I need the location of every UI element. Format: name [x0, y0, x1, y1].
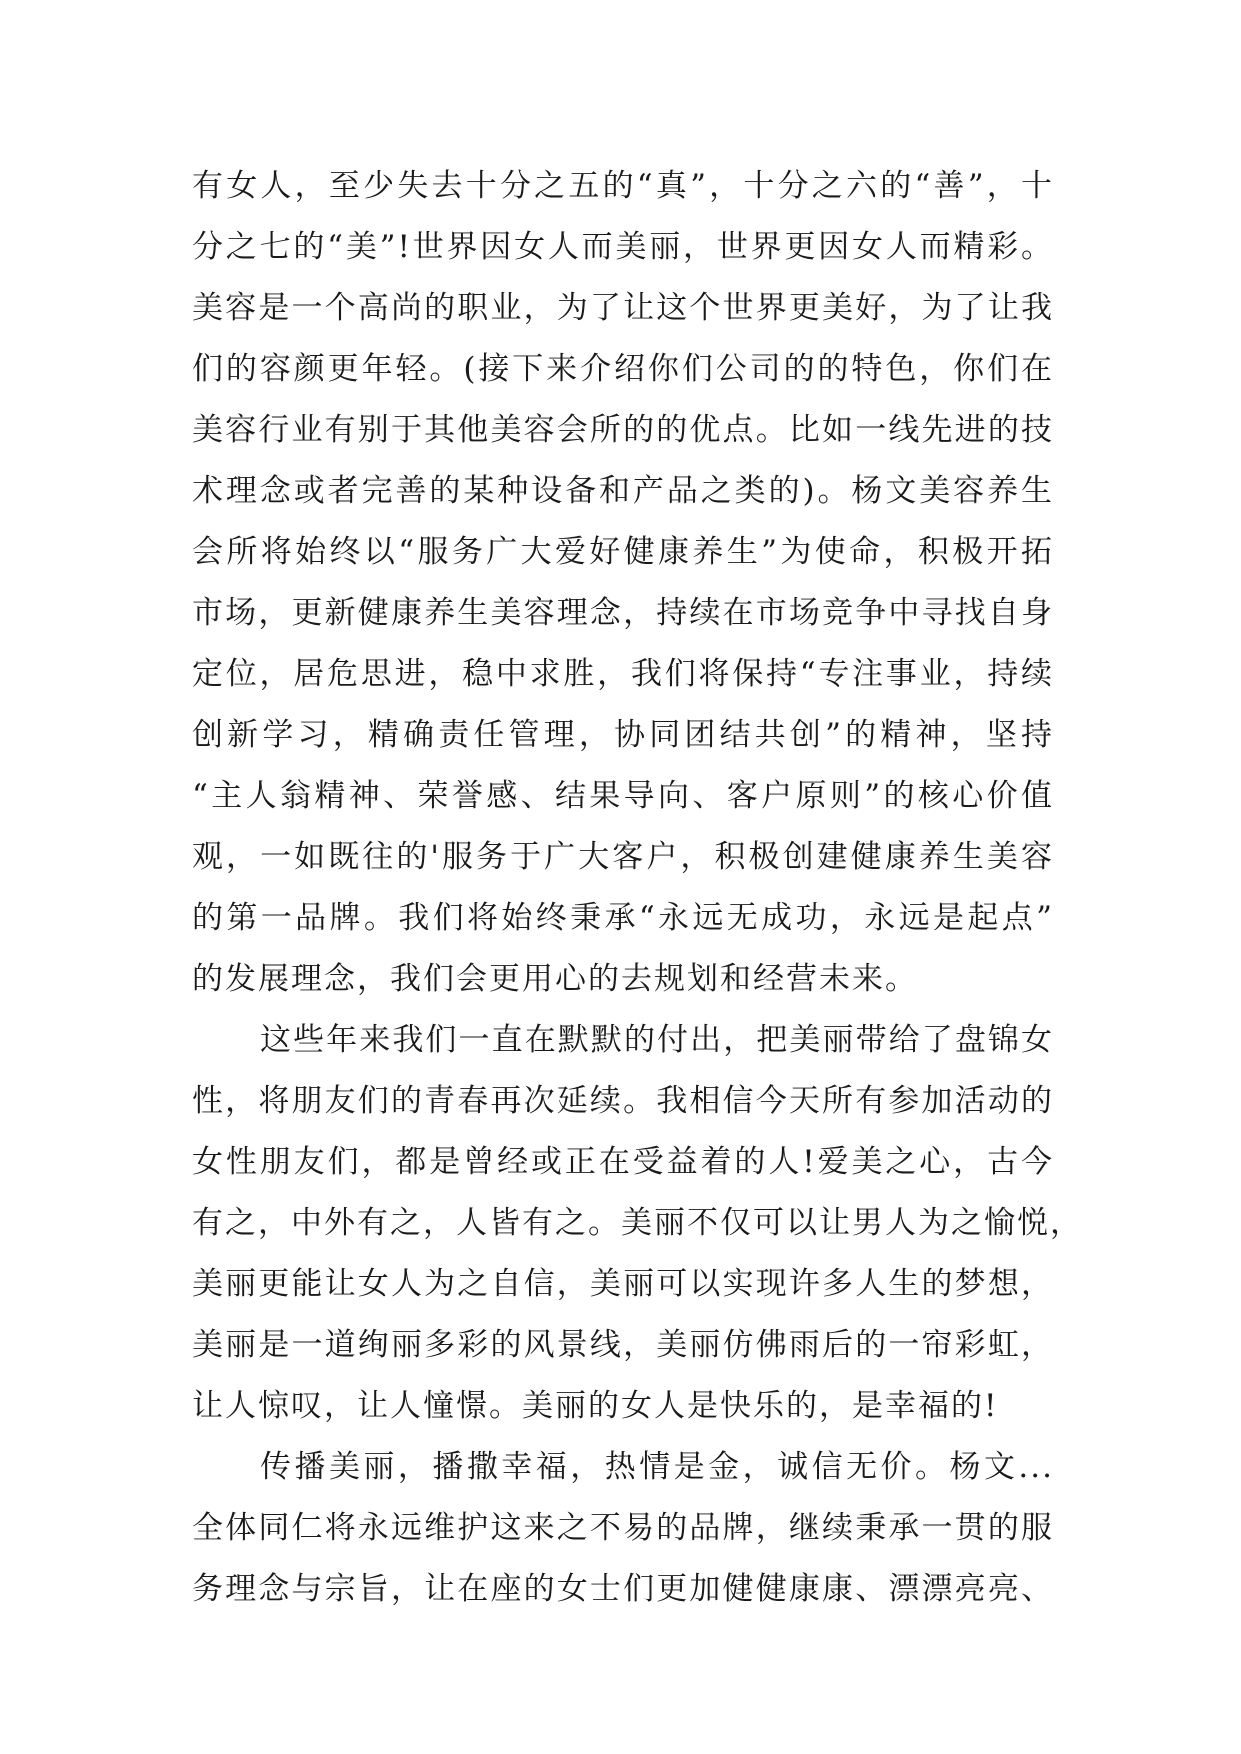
text-line: 创新学习，精确责任管理，协同团结共创”的精神，坚持: [192, 717, 1054, 753]
text-line: 美容是一个高尚的职业，为了让这个世界更美好，为了让我: [192, 290, 1054, 326]
body-text: [192, 156, 1083, 1620]
text-line: 这些年来我们一直在默默的付出，把美丽带给了盘锦女: [260, 1022, 1054, 1058]
text-line: 美丽是一道绚丽多彩的风景线，美丽仿佛雨后的一帘彩虹，: [192, 1327, 1054, 1363]
text-line: 有女人，至少失去十分之五的“真”，十分之六的“善”，十: [192, 168, 1054, 204]
text-line: 定位，居危思进，稳中求胜，我们将保持“专注事业，持续: [192, 656, 1054, 692]
text-line: 务理念与宗旨，让在座的女士们更加健健康康、漂漂亮亮、: [192, 1571, 1054, 1607]
text-line: 观，一如既往的'服务于广大客户，积极创建健康养生美容: [192, 839, 1054, 875]
text-line: 传播美丽，播撒幸福，热情是金，诚信无价。杨文...: [260, 1449, 1054, 1485]
text-line: 的发展理念，我们会更用心的去规划和经营未来。: [192, 961, 918, 997]
text-line: 性，将朋友们的青春再次延续。我相信今天所有参加活动的: [192, 1083, 1054, 1119]
text-line: “主人翁精神、荣誉感、结果导向、客户原则”的核心价值: [192, 778, 1054, 814]
text-line: 们的容颜更年轻。(接下来介绍你们公司的的特色，你们在: [192, 351, 1054, 387]
text-line: 女性朋友们，都是曾经或正在受益着的人!爱美之心，古今: [192, 1144, 1054, 1180]
text-line: 市场，更新健康养生美容理念，持续在市场竞争中寻找自身: [192, 595, 1054, 631]
text-line: 会所将始终以“服务广大爱好健康养生”为使命，积极开拓: [192, 534, 1054, 570]
text-line: 美容行业有别于其他美容会所的的优点。比如一线先进的技: [192, 412, 1054, 448]
text-line: 全体同仁将永远维护这来之不易的品牌，继续秉承一贯的服: [192, 1510, 1054, 1546]
text-line: 术理念或者完善的某种设备和产品之类的)。杨文美容养生: [192, 473, 1054, 509]
paragraph-2: [192, 1010, 1083, 1437]
paragraph-1: [192, 156, 1054, 1010]
text-line: 有之，中外有之，人皆有之。美丽不仅可以让男人为之愉悦，: [192, 1205, 1083, 1241]
text-line: 让人惊叹，让人憧憬。美丽的女人是快乐的，是幸福的!: [192, 1388, 999, 1424]
text-line: 美丽更能让女人为之自信，美丽可以实现许多人生的梦想，: [192, 1266, 1054, 1302]
text-line: 的第一品牌。我们将始终秉承“永远无成功，永远是起点”: [192, 900, 1054, 936]
paragraph-3: [192, 1437, 1054, 1620]
text-line: 分之七的“美”!世界因女人而美丽，世界更因女人而精彩。: [192, 229, 1054, 265]
